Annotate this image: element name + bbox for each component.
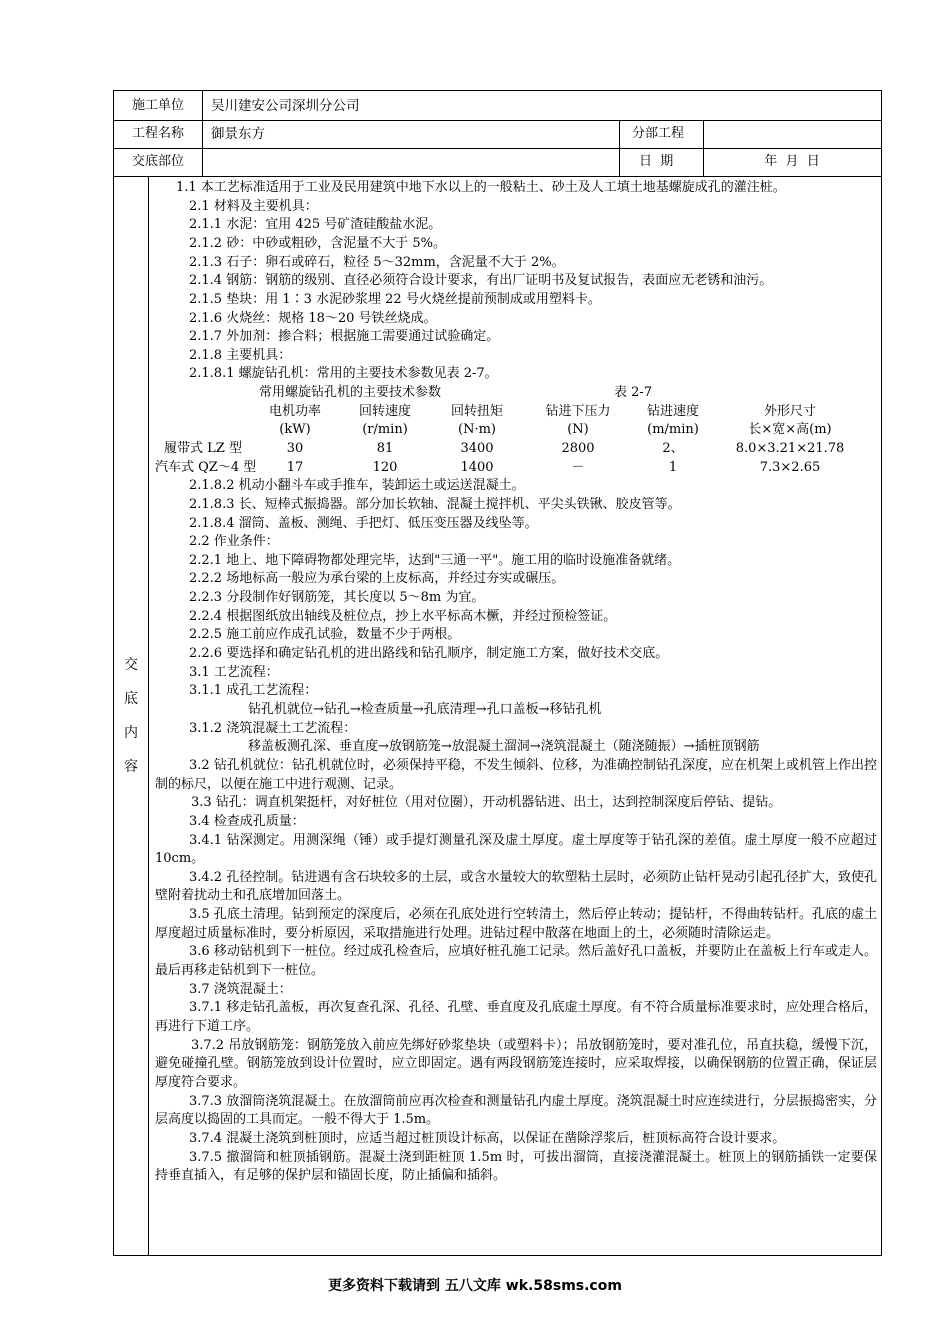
download-footer: 更多资料下载请到 五八文库 wk.58sms.com (328, 1278, 622, 1294)
paragraph: 2.1.6 火烧丝：规格 18～20 号铁丝烧成。 (189, 310, 437, 326)
project-name-label: 工程名称 (131, 126, 184, 141)
paragraph: 2.2.2 场地标高一般应为承台梁的上皮标高，并经过夯实或碾压。 (189, 571, 565, 587)
sub-project-label: 分部工程 (632, 126, 685, 141)
table-header-row (155, 403, 877, 422)
paragraph: 3.4.2 孔径控制。钻进遇有含石块较多的土层，或含水量较大的软塑粘土层时，必须防止钻杆晃动引起孔径扩大，致使孔壁附着扰动土和孔底增加回落土。 (155, 869, 877, 904)
table-unit-cell: (N) (567, 422, 589, 438)
paragraph: 1.1 本工艺标准适用于工业及民用建筑中地下水以上的一般粘土、砂土及人工填土地基螺旋成孔的灌注桩。 (176, 180, 786, 195)
paragraph: 2.1.7 外加剂：掺合料；根据施工需要通过试验确定。 (189, 329, 500, 345)
table-cell: － (571, 459, 585, 475)
table-unit-cell: (r/min) (362, 422, 408, 438)
paragraph: 3.5 孔底土清理。钻到预定的深度后，必须在孔底处进行空转清土，然后停止转动；提钻杆，不得曲转钻杆。孔底的虚土厚度超过质量标准时，要分析原因，采取措施进行处理。进钻过程中散落在地面上的土，必须随时清除运走。 (155, 907, 877, 941)
paragraph: 2.1.8.4 溜筒、盖板、测绳、手把灯、低压变压器及线坠等。 (189, 515, 538, 531)
date-label: 日 期 (639, 154, 674, 169)
paragraph: 2.1.8.1 螺旋钻孔机：常用的主要技术参数见表 2-7。 (189, 366, 498, 382)
paragraph: 2.1.8.3 长、短棒式振捣器。部分加长软轴、混凝土搅拌机、平尖头铁锹、胶皮管等。 (189, 496, 681, 512)
paragraph: 2.1.3 石子：卵石或碎石，粒径 5～32mm，含泥量不大于 2%。 (189, 254, 565, 270)
paragraph: 2.1.4 钢筋：钢筋的级别、直径必须符合设计要求，有出厂证明书及复试报告，表面应无老锈和油污。 (189, 273, 773, 289)
table-number: 表 2-7 (614, 385, 653, 401)
paragraph: 3.1 工艺流程： (189, 664, 279, 680)
paragraph: 3.4.1 钻深测定。用测深绳（锤）或手提灯测量孔深及虚土厚度。虚土厚度等于钻孔深的差值。虚土厚度一般不应超过 10cm。 (155, 832, 877, 867)
table-header-cell: 钻进下压力 (545, 403, 611, 419)
paragraph: 3.7.4 混凝土浇筑到桩顶时，应适当超过桩顶设计标高，以保证在凿除浮浆后，桩顶标高符合设计要求。 (189, 1130, 786, 1146)
table-header-cell: 回转速度 (358, 403, 411, 419)
handover-part-label: 交底部位 (131, 154, 184, 169)
column-divider (619, 120, 620, 176)
paragraph: 2.2.1 地上、地下障碍物都处理完毕，达到"三通一平"。施工用的临时设施准备就绪。 (189, 552, 681, 568)
table-cell: 1 (668, 459, 678, 475)
table-unit-cell (155, 421, 251, 440)
paragraph: 2.2.6 要选择和确定钻孔机的进出路线和钻孔顺序，制定施工方案，做好技术交底。 (189, 646, 669, 662)
table-cell: 8.0×3.21×21.78 (735, 441, 845, 456)
table-cell: 1400 (460, 459, 494, 475)
flow-line: 移盖板测孔深、垂直度→放钢筋笼→放混凝土溜洞→浇筑混凝土（随浇随振）→插桩顶钢筋 (248, 739, 760, 755)
handover-content-label: 交底内容 (124, 656, 138, 775)
construction-unit-value: 吴川建安公司深圳分公司 (211, 98, 360, 114)
table-cell: 履带式 LZ 型 (164, 441, 242, 456)
table-header-cell (155, 403, 251, 422)
table-header-cell: 电机功率 (268, 403, 321, 419)
row-divider (114, 176, 881, 177)
table-title: 常用螺旋钻孔机的主要技术参数 (259, 385, 442, 401)
flow-line: 钻孔机就位→钻孔→检查质量→孔底清理→孔口盖板→移钻孔机 (248, 701, 602, 717)
paragraph: 2.1 材料及主要机具： (189, 198, 318, 214)
paragraph: 3.7 浇筑混凝土： (189, 981, 292, 997)
paragraph: 2.2 作业条件： (189, 534, 279, 550)
table-cell: 81 (376, 441, 394, 456)
table-unit-cell: 长×宽×高(m) (748, 422, 832, 438)
table-cell: 3400 (460, 441, 494, 456)
paragraph: 3.7.5 撤溜筒和桩顶插钢筋。混凝土浇到距桩顶 1.5m 时，可拔出溜筒，直接浇灌混凝土。桩顶上的钢筋插铁一定要保持垂直插入，有足够的保护层和锚固长度，防止插偏和插斜。 (155, 1149, 877, 1184)
table-unit-cell: (m/min) (647, 422, 699, 438)
paragraph: 2.2.5 施工前应作成孔试验，数量不少于两根。 (189, 627, 461, 643)
table-unit-cell: (N·m) (458, 422, 496, 438)
table-caption (155, 384, 877, 403)
paragraph: 2.2.4 根据图纸放出轴线及桩位点，抄上水平标高木橛，并经过预检签证。 (189, 608, 617, 624)
paragraph: 2.2.3 分段制作好钢筋笼，其长度以 5～8m 为宜。 (189, 590, 485, 606)
paragraph: 3.1.2 浇筑混凝土工艺流程： (189, 720, 357, 736)
date-value: 年 月 日 (764, 154, 820, 169)
handover-form (113, 90, 882, 1256)
paragraph: 3.2 钻孔机就位：钻孔机就位时，必须保持平稳，不发生倾斜、位移，为准确控制钻孔深度，应在机架上或机管上作出控制的标尺，以便在施工中进行观测、记录。 (155, 757, 877, 792)
table-cell: 2800 (561, 441, 595, 456)
table-cell: 7.3×2.65 (759, 459, 821, 475)
construction-unit-label: 施工单位 (131, 98, 184, 113)
paragraph: 2.1.8.2 机动小翻斗车或手推车，装卸运土或运送混凝土。 (189, 478, 525, 494)
table-unit-row (155, 421, 877, 440)
table-cell: 2、 (662, 441, 684, 456)
table-unit-cell: (kW) (279, 422, 311, 438)
paragraph: 2.1.2 砂：中砂或粗砂，含泥量不大于 5%。 (189, 235, 446, 251)
table-row (155, 459, 877, 478)
table-cell: 120 (372, 459, 398, 475)
paragraph: 3.4 检查成孔质量： (189, 813, 305, 829)
table-row (155, 440, 877, 459)
paragraph: 3.7.3 放溜筒浇筑混凝土。在放溜筒前应再次检查和测量钻孔内虚土厚度。浇筑混凝土时应连续进行，分层振捣密实，分层高度以捣固的工具而定。一般不得大于 1.5m。 (155, 1093, 877, 1128)
table-header-cell: 回转扭矩 (450, 403, 503, 419)
paragraph: 2.1.8 主要机具： (189, 347, 292, 363)
table-cell: 17 (286, 459, 304, 475)
paragraph: 2.1.5 垫块：用 1∶3 水泥砂浆埋 22 号火烧丝提前预制成或用塑料卡。 (189, 291, 601, 307)
handover-content (155, 179, 877, 1186)
table-header-cell: 外形尺寸 (763, 403, 816, 419)
paragraph: 3.3 钻孔：调直机架挺杆，对好桩位（用对位圈），开动机器钻进、出土，达到控制深度后停钻、提钻。 (191, 795, 782, 811)
project-name-value: 御景东方 (211, 126, 265, 142)
table-cell: 汽车式 QZ～4 型 (155, 459, 257, 475)
paragraph: 2.1.1 水泥：宜用 425 号矿渣硅酸盐水泥。 (189, 217, 442, 233)
table-cell: 30 (286, 441, 304, 456)
paragraph: 3.1.1 成孔工艺流程： (189, 683, 318, 699)
table-header-cell: 钻进速度 (646, 403, 699, 419)
column-divider (202, 91, 203, 176)
paragraph: 3.6 移动钻机到下一桩位。经过成孔检查后，应填好桩孔施工记录。然后盖好孔口盖板，并要防止在盖板上行车或走人。最后再移走钻机到下一桩位。 (155, 944, 877, 979)
column-divider (148, 176, 149, 1255)
paragraph: 3.7.1 移走钻孔盖板，再次复查孔深、孔径、孔壁、垂直度及孔底虚土厚度。有不符合质量标准要求时，应处理合格后，再进行下道工序。 (155, 1000, 877, 1035)
paragraph: 3.7.2 吊放钢筋笼：钢筋笼放入前应先绑好砂浆垫块（或塑料卡）；吊放钢筋笼时，要对准孔位，吊直扶稳，缓慢下沉，避免碰撞孔壁。钢筋笼放到设计位置时，应立即固定。遇有两段钢筋笼连接时，应采取焊接，以确保钢筋的位置正确，保证层厚度符合要求。 (155, 1037, 877, 1091)
